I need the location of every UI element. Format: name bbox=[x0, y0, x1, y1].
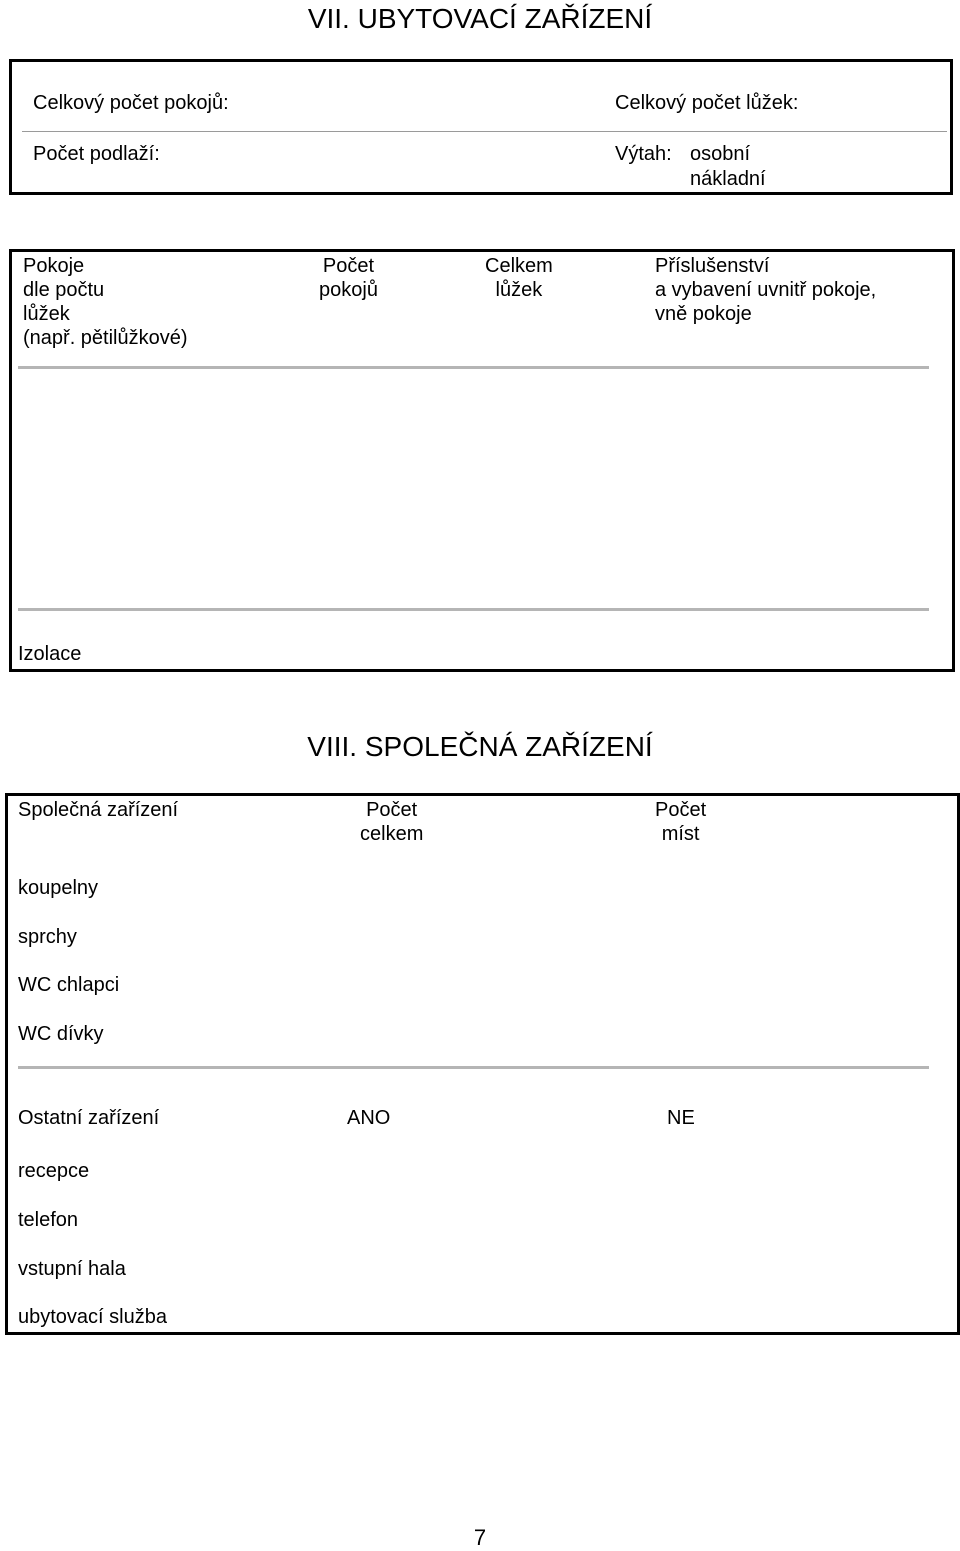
elevator-option-passenger: osobní bbox=[690, 143, 751, 165]
common-divider bbox=[18, 1066, 929, 1069]
list-item: WC dívky bbox=[18, 1023, 104, 1045]
list-item: vstupní hala bbox=[18, 1258, 126, 1280]
rooms-col4-line3: vně pokoje bbox=[655, 303, 752, 325]
common-col3-line2: míst bbox=[661, 823, 700, 845]
rooms-col1-line4: (např. pětilůžkové) bbox=[23, 327, 188, 349]
rooms-col4-line1: Příslušenství bbox=[655, 255, 770, 277]
common-col2-line2: celkem bbox=[360, 823, 424, 845]
rooms-col1-line3: lůžek bbox=[23, 303, 70, 325]
common-facilities-box bbox=[5, 793, 960, 1335]
rooms-body-divider bbox=[18, 608, 929, 611]
common-col2-header bbox=[360, 798, 423, 846]
isolation-label: Izolace bbox=[18, 643, 82, 665]
other-col2-header: ANO bbox=[347, 1107, 391, 1129]
rooms-col1-line1: Pokoje bbox=[23, 255, 85, 277]
total-beds-label: Celkový počet lůžek: bbox=[615, 92, 799, 114]
rooms-col1-header bbox=[23, 254, 188, 350]
list-item: recepce bbox=[18, 1160, 90, 1182]
other-col1-header: Ostatní zařízení bbox=[18, 1107, 160, 1129]
rooms-header-divider bbox=[18, 366, 929, 369]
rooms-col2-line2: pokojů bbox=[319, 279, 378, 301]
list-item: koupelny bbox=[18, 877, 99, 899]
floors-label: Počet podlaží: bbox=[33, 143, 160, 165]
list-item: ubytovací služba bbox=[18, 1306, 167, 1328]
total-rooms-label: Celkový počet pokojů: bbox=[33, 92, 229, 114]
common-col3-header bbox=[655, 798, 706, 846]
summary-divider bbox=[22, 131, 947, 132]
elevator-option-freight: nákladní bbox=[690, 168, 766, 190]
page-number: 7 bbox=[473, 1525, 487, 1550]
rooms-col2-line1: Počet bbox=[322, 255, 375, 277]
rooms-col4-line2: a vybavení uvnitř pokoje, bbox=[655, 279, 877, 301]
rooms-col3-line2: lůžek bbox=[495, 279, 543, 301]
common-col1-header: Společná zařízení bbox=[18, 799, 179, 821]
rooms-col3-line1: Celkem bbox=[485, 255, 553, 277]
rooms-col2-header bbox=[319, 254, 378, 302]
rooms-col4-header bbox=[655, 254, 876, 326]
common-col2-line1: Počet bbox=[366, 799, 418, 821]
elevator-label: Výtah: bbox=[615, 143, 672, 165]
other-col3-header: NE bbox=[667, 1107, 695, 1129]
list-item: telefon bbox=[18, 1209, 79, 1231]
list-item: sprchy bbox=[18, 926, 77, 948]
list-item: WC chlapci bbox=[18, 974, 120, 996]
section-7-title: VII. UBYTOVACÍ ZAŘÍZENÍ bbox=[307, 3, 653, 34]
common-col3-line1: Počet bbox=[655, 799, 707, 821]
rooms-col3-header bbox=[485, 254, 553, 302]
section-8-title: VIII. SPOLEČNÁ ZAŘÍZENÍ bbox=[307, 731, 653, 762]
summary-box bbox=[9, 59, 953, 195]
rooms-col1-line2: dle počtu bbox=[23, 279, 105, 301]
